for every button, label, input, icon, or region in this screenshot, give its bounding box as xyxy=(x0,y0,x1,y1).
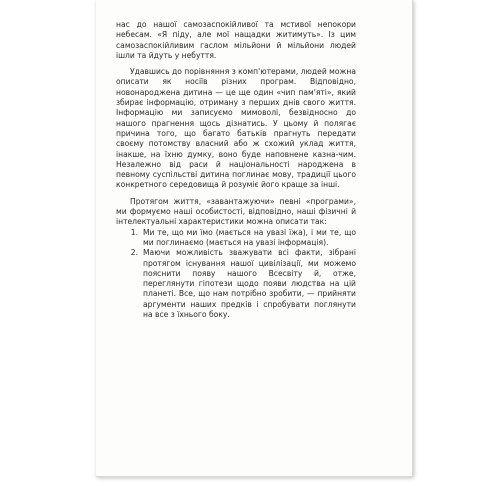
list-item-1 xyxy=(116,228,356,249)
list-item-2-number: 2. xyxy=(130,248,138,258)
paragraph-3: Протягом життя, «завантажуючи» певні «програми», ми формуємо наші особистості, відповідно, наші фізичні й інтелектуальні характеристики можна описати так: xyxy=(116,196,356,227)
paragraph-2: Удавшись до порівняння з комп'ютерами, людей можна описати як носіїв різних програм. Відповідно, новонароджена дитина — це ще один «чип пам'яті», який збирає інформацію, отриману з перших днів свого життя. Інформацію ми записуємо мимоволі, безвідносно до нашого прагнення щось дізнатись. У цьому й полягає причина того, що багато батьків прагнуть передати своєму потомству власний або ж схожий уклад життя, інакше, на їхню думку, воно буде наповнене казна-чим. Незалежно від раси й національності народжена в певному суспільстві дитина поглинає мову, традиції цього конкретного середовища й розуміє його краще за інші. xyxy=(116,67,356,190)
list-item-2-text: Маючи можливість зважувати всі факти, зібрані протягом існування нашої цивілізації, ми можемо пояснити появу нашого Всесвіту й, отже, переглянути гіпотези щодо появи людства на цій планеті. Все, що нам потрібно зробити, — прийняти аргументи наших предків і спробувати поглянути на все з їхнього боку. xyxy=(143,248,356,320)
paragraph-1: нас до нашої самозаспокійливої та мстивої непокори небесам. «Я піду, але мої нащадки житимуть». Із цим самозаспокійливим гаслом мільйони й мільйони людей ішли та йдуть у небуття. xyxy=(116,20,356,60)
numbered-list xyxy=(116,228,356,321)
list-item-1-text: Ми те, що ми їмо (мається на увазі їжа), і ми те, що ми поглинаємо (мається на увазі інформація). xyxy=(143,227,356,247)
page-text xyxy=(116,20,356,320)
list-item-1-number: 1. xyxy=(130,227,138,237)
list-item-2 xyxy=(116,248,356,320)
